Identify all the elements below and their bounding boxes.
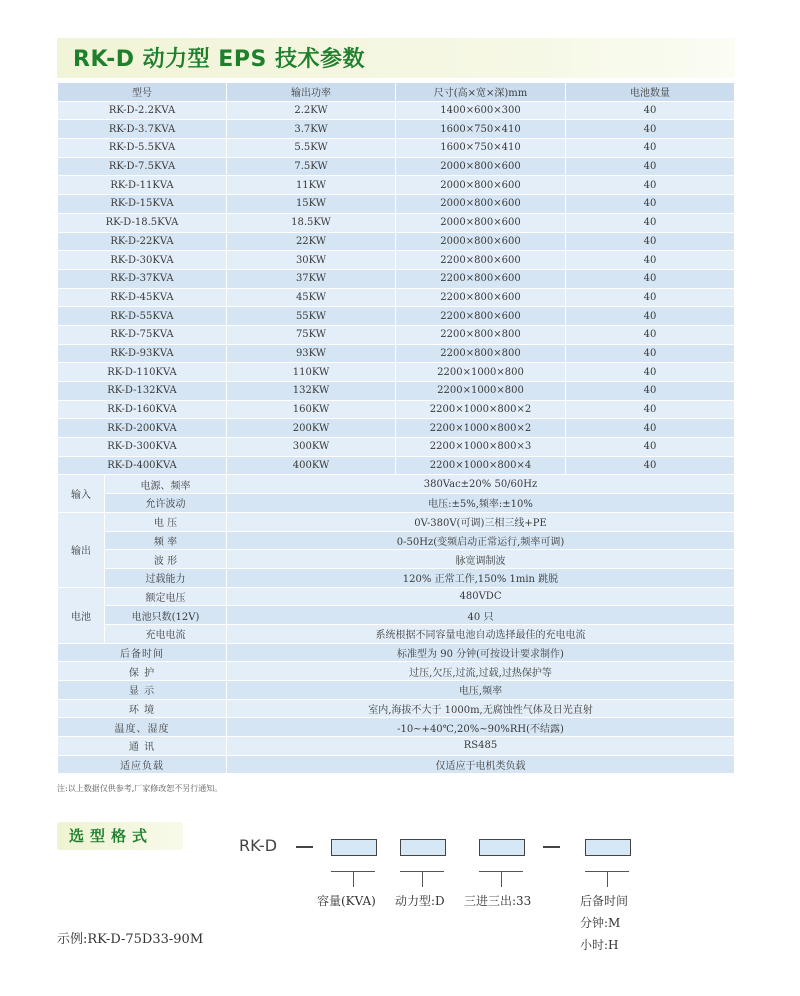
model-cell: RK-D-93KVA: [58, 344, 227, 363]
phase-code-box: [479, 839, 525, 856]
page-title: RK-D 动力型 EPS 技术参数: [73, 47, 365, 72]
model-cell: RK-D-22KVA: [58, 232, 227, 251]
size-cell: 2000×800×600: [396, 157, 566, 176]
table-row: [58, 494, 735, 513]
battery-count-cell: 40: [566, 251, 735, 270]
selection-format-title: 选型格式: [69, 827, 154, 845]
power-cell: 22KW: [227, 232, 396, 251]
table-row: [58, 456, 735, 475]
table-row: [58, 139, 735, 158]
selection-format-label: [57, 822, 183, 850]
table-row: [58, 400, 735, 419]
size-cell: 2000×800×600: [396, 195, 566, 214]
code-prefix: RK-D: [239, 836, 278, 855]
param-label: 通 讯: [58, 737, 227, 756]
table-row: [58, 606, 735, 625]
power-cell: 45KW: [227, 288, 396, 307]
power-cell: 132KW: [227, 382, 396, 401]
group-label: 电池: [58, 587, 105, 643]
code-dash: [543, 846, 560, 848]
power-cell: 3.7KW: [227, 120, 396, 139]
size-cell: 2200×800×800: [396, 325, 566, 344]
capacity-label: 容量(KVA): [317, 894, 376, 908]
phase-connector: [501, 871, 502, 887]
power-cell: 160KW: [227, 400, 396, 419]
power-cell: 200KW: [227, 419, 396, 438]
param-value: 电压,频率: [227, 681, 735, 700]
model-cell: RK-D-7.5KVA: [58, 157, 227, 176]
table-row: [58, 382, 735, 401]
param-value: 系统根据不同容量电池自动选择最佳的充电电流: [227, 624, 735, 643]
param-label: 环 境: [58, 699, 227, 718]
param-label: 电池只数(12V): [105, 606, 227, 625]
power-cell: 75KW: [227, 325, 396, 344]
table-row: [58, 157, 735, 176]
size-cell: 2000×800×600: [396, 213, 566, 232]
minute-label: 分钟:M: [580, 916, 621, 930]
table-row: [58, 737, 735, 756]
table-row: [58, 307, 735, 326]
power-cell: 37KW: [227, 269, 396, 288]
param-label: 充电电流: [105, 624, 227, 643]
battery-count-cell: 40: [566, 120, 735, 139]
size-cell: 1600×750×410: [396, 139, 566, 158]
size-cell: 2200×800×600: [396, 269, 566, 288]
battery-count-cell: 40: [566, 363, 735, 382]
table-row: [58, 643, 735, 662]
model-cell: RK-D-11KVA: [58, 176, 227, 195]
model-cell: RK-D-5.5KVA: [58, 139, 227, 158]
table-row: [58, 681, 735, 700]
size-cell: 2200×1000×800×4: [396, 456, 566, 475]
backup-connector: [607, 871, 608, 887]
power-cell: 15KW: [227, 195, 396, 214]
battery-count-cell: 40: [566, 176, 735, 195]
table-row: [58, 120, 735, 139]
table-header-row: [58, 83, 735, 102]
model-cell: RK-D-300KVA: [58, 438, 227, 457]
size-cell: 2200×800×600: [396, 288, 566, 307]
size-cell: 2200×1000×800: [396, 382, 566, 401]
spec-table: [57, 82, 735, 774]
battery-count-cell: 40: [566, 213, 735, 232]
size-cell: 2200×800×600: [396, 251, 566, 270]
battery-count-cell: 40: [566, 288, 735, 307]
battery-count-cell: 40: [566, 344, 735, 363]
backup-time-label: 后备时间: [580, 894, 629, 908]
param-label: 允许波动: [105, 494, 227, 513]
size-cell: 1400×600×300: [396, 101, 566, 120]
param-label: 适应负载: [58, 755, 227, 774]
param-value: RS485: [227, 737, 735, 756]
model-cell: RK-D-55KVA: [58, 307, 227, 326]
header-power: 输出功率: [227, 83, 396, 102]
power-cell: 2.2KW: [227, 101, 396, 120]
param-label: 显 示: [58, 681, 227, 700]
table-row: [58, 363, 735, 382]
param-value: 室内,海拔不大于 1000m,无腐蚀性气体及日光直射: [227, 699, 735, 718]
param-label: 后备时间: [58, 643, 227, 662]
table-row: [58, 176, 735, 195]
table-row: [58, 755, 735, 774]
param-value: 40 只: [227, 606, 735, 625]
battery-count-cell: 40: [566, 438, 735, 457]
group-label: 输入: [58, 475, 105, 512]
model-cell: RK-D-30KVA: [58, 251, 227, 270]
capacity-connector: [353, 871, 354, 887]
table-row: [58, 325, 735, 344]
size-cell: 1600×750×410: [396, 120, 566, 139]
param-label: 频 率: [105, 531, 227, 550]
param-label: 过载能力: [105, 568, 227, 587]
battery-count-cell: 40: [566, 232, 735, 251]
model-cell: RK-D-45KVA: [58, 288, 227, 307]
table-row: [58, 587, 735, 606]
model-cell: RK-D-2.2KVA: [58, 101, 227, 120]
model-cell: RK-D-400KVA: [58, 456, 227, 475]
power-cell: 93KW: [227, 344, 396, 363]
table-row: [58, 195, 735, 214]
table-row: [58, 269, 735, 288]
battery-count-cell: 40: [566, 157, 735, 176]
table-row: [58, 624, 735, 643]
model-cell: RK-D-18.5KVA: [58, 213, 227, 232]
param-label: 温度、湿度: [58, 718, 227, 737]
table-row: [58, 512, 735, 531]
param-value: 0-50Hz(变频启动正常运行,频率可调): [227, 531, 735, 550]
table-row: [58, 419, 735, 438]
footnote: 注:以上数据仅供参考,厂家修改恕不另行通知。: [57, 784, 223, 793]
size-cell: 2200×800×600: [396, 307, 566, 326]
param-label: 保 护: [58, 662, 227, 681]
power-cell: 30KW: [227, 251, 396, 270]
param-value: 过压,欠压,过流,过载,过热保护等: [227, 662, 735, 681]
param-value: 电压:±5%,频率:±10%: [227, 494, 735, 513]
battery-count-cell: 40: [566, 382, 735, 401]
power-cell: 5.5KW: [227, 139, 396, 158]
power-cell: 110KW: [227, 363, 396, 382]
size-cell: 2200×1000×800×2: [396, 400, 566, 419]
size-cell: 2200×1000×800: [396, 363, 566, 382]
param-value: 仅适应于电机类负载: [227, 755, 735, 774]
battery-count-cell: 40: [566, 307, 735, 326]
table-row: [58, 550, 735, 569]
power-cell: 7.5KW: [227, 157, 396, 176]
param-value: 480VDC: [227, 587, 735, 606]
model-cell: RK-D-75KVA: [58, 325, 227, 344]
power-cell: 55KW: [227, 307, 396, 326]
header-size: 尺寸(高×宽×深)mm: [396, 83, 566, 102]
table-row: [58, 101, 735, 120]
battery-count-cell: 40: [566, 400, 735, 419]
battery-count-cell: 40: [566, 419, 735, 438]
param-label: 电 压: [105, 512, 227, 531]
battery-count-cell: 40: [566, 139, 735, 158]
power-cell: 11KW: [227, 176, 396, 195]
table-row: [58, 288, 735, 307]
type-connector: [422, 871, 423, 887]
table-row: [58, 475, 735, 494]
param-value: 0V-380V(可调)三相三线+PE: [227, 512, 735, 531]
model-cell: RK-D-200KVA: [58, 419, 227, 438]
param-value: -10~+40℃,20%~90%RH(不结露): [227, 718, 735, 737]
table-row: [58, 718, 735, 737]
size-cell: 2200×1000×800×3: [396, 438, 566, 457]
battery-count-cell: 40: [566, 101, 735, 120]
table-row: [58, 662, 735, 681]
title-banner: [57, 38, 735, 78]
param-value: 120% 正常工作,150% 1min 跳脱: [227, 568, 735, 587]
model-cell: RK-D-15KVA: [58, 195, 227, 214]
table-row: [58, 344, 735, 363]
param-value: 380Vac±20% 50/60Hz: [227, 475, 735, 494]
param-label: 额定电压: [105, 587, 227, 606]
hour-label: 小时:H: [580, 938, 619, 952]
capacity-code-box: [331, 839, 377, 856]
battery-count-cell: 40: [566, 456, 735, 475]
type-code-box: [400, 839, 446, 856]
header-model: 型号: [58, 83, 227, 102]
phase-label: 三进三出:33: [464, 894, 532, 908]
model-cell: RK-D-132KVA: [58, 382, 227, 401]
size-cell: 2000×800×600: [396, 176, 566, 195]
size-cell: 2000×800×600: [396, 232, 566, 251]
table-row: [58, 568, 735, 587]
power-cell: 18.5KW: [227, 213, 396, 232]
table-row: [58, 438, 735, 457]
table-row: [58, 531, 735, 550]
size-cell: 2200×800×800: [396, 344, 566, 363]
model-cell: RK-D-110KVA: [58, 363, 227, 382]
size-cell: 2200×1000×800×2: [396, 419, 566, 438]
group-label: 输出: [58, 512, 105, 587]
table-row: [58, 232, 735, 251]
model-cell: RK-D-160KVA: [58, 400, 227, 419]
param-label: 电源、频率: [105, 475, 227, 494]
table-row: [58, 699, 735, 718]
code-dash: [296, 846, 313, 848]
battery-count-cell: 40: [566, 325, 735, 344]
power-cell: 300KW: [227, 438, 396, 457]
type-label: 动力型:D: [395, 894, 445, 908]
model-cell: RK-D-3.7KVA: [58, 120, 227, 139]
param-value: 脉宽调制波: [227, 550, 735, 569]
param-label: 波 形: [105, 550, 227, 569]
param-value: 标准型为 90 分钟(可按设计要求制作): [227, 643, 735, 662]
header-battery-count: 电池数量: [566, 83, 735, 102]
power-cell: 400KW: [227, 456, 396, 475]
model-cell: RK-D-37KVA: [58, 269, 227, 288]
backup-code-box: [585, 839, 631, 856]
example-code: 示例:RK-D-75D33-90M: [57, 932, 204, 947]
table-row: [58, 251, 735, 270]
battery-count-cell: 40: [566, 195, 735, 214]
battery-count-cell: 40: [566, 269, 735, 288]
table-row: [58, 213, 735, 232]
